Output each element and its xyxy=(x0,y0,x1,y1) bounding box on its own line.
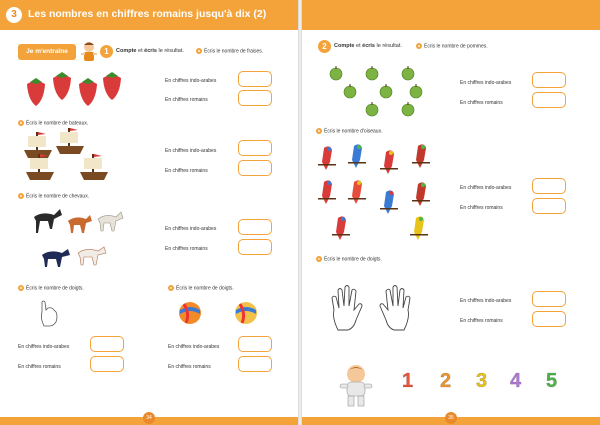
horses-illustration xyxy=(30,205,130,275)
strawberries-illustration xyxy=(22,70,126,108)
answer-box-fingers-indo[interactable] xyxy=(90,336,124,352)
parrot-icon xyxy=(380,190,398,214)
horse-icon xyxy=(98,212,123,231)
open-hand-icon xyxy=(332,286,362,331)
answer-box-boats-indo[interactable] xyxy=(238,140,272,156)
answer-box-hands-indo[interactable] xyxy=(532,291,566,307)
apples-illustration xyxy=(328,66,428,118)
page-number: 35 xyxy=(445,412,457,424)
horse-icon xyxy=(68,215,92,233)
apple-icon xyxy=(402,66,414,80)
answer-box-strawberries-roman[interactable] xyxy=(238,90,272,106)
label-roman: En chiffres romains xyxy=(165,97,208,103)
exercise-2-instruction: Compte et écris le résultat. xyxy=(334,43,402,49)
parrot-icon xyxy=(332,216,350,240)
open-hand-icon xyxy=(380,286,410,331)
parrots-illustration xyxy=(318,144,438,244)
answer-box-horses-indo[interactable] xyxy=(238,219,272,235)
colored-numbers-row xyxy=(402,370,562,394)
answer-box-hands-roman[interactable] xyxy=(532,311,566,327)
label-indo-arabic: En chiffres indo-arabes xyxy=(460,298,512,304)
strawberry-icon xyxy=(103,72,121,100)
strawberry-icon xyxy=(79,78,97,106)
apple-icon xyxy=(380,84,392,98)
answer-box-apples-indo[interactable] xyxy=(532,72,566,88)
right-page xyxy=(302,0,600,425)
label-roman: En chiffres romains xyxy=(165,246,208,252)
answer-box-parrots-indo[interactable] xyxy=(532,178,566,194)
label-indo-arabic: En chiffres indo-arabes xyxy=(460,185,512,191)
answer-box-strawberries-indo[interactable] xyxy=(238,71,272,87)
apple-icon xyxy=(344,84,356,98)
ball-icon xyxy=(179,302,201,324)
balls-illustration xyxy=(178,300,268,328)
label-roman: En chiffres romains xyxy=(460,318,503,324)
strawberries-prompt: a Écris le nombre de fraises. xyxy=(197,48,264,55)
strawberry-icon xyxy=(53,72,71,100)
apple-icon xyxy=(330,66,342,80)
answer-box-boats-roman[interactable] xyxy=(238,160,272,176)
title-bar xyxy=(0,0,298,30)
strawberry-icon xyxy=(27,78,45,106)
boy-illustration xyxy=(78,40,100,64)
horse-icon xyxy=(34,209,62,233)
label-indo-arabic: En chiffres indo-arabes xyxy=(18,344,70,350)
horse-icon xyxy=(42,249,70,267)
left-page xyxy=(0,0,298,425)
number-one: 1 xyxy=(402,370,414,392)
apple-icon xyxy=(402,102,414,116)
hands-prompt: c Écris le nombre de doigts. xyxy=(317,256,382,263)
practice-tag: Je m'entraîne xyxy=(18,44,76,60)
boats-prompt: b Écris le nombre de bateaux. xyxy=(19,120,89,127)
label-roman: En chiffres romains xyxy=(460,100,503,106)
parrot-icon xyxy=(348,180,366,204)
page-number: 34 xyxy=(143,412,155,424)
number-three: 3 xyxy=(476,370,488,392)
answer-box-apples-roman[interactable] xyxy=(532,92,566,108)
ball-icon xyxy=(235,302,257,324)
exercise-1-instruction: Compte et écris le résultat. xyxy=(116,48,184,54)
hand-illustration xyxy=(36,298,64,328)
parrot-icon xyxy=(380,150,398,174)
parrot-icon xyxy=(318,146,336,170)
apple-icon xyxy=(410,84,422,98)
label-indo-arabic: En chiffres indo-arabes xyxy=(165,226,217,232)
parrot-icon xyxy=(410,216,428,240)
label-indo-arabic: En chiffres indo-arabes xyxy=(165,148,217,154)
exercise-2-number: 2 xyxy=(318,40,331,53)
horses-prompt: c Écris le nombre de chevaux. xyxy=(19,193,90,200)
label-roman: En chiffres romains xyxy=(165,168,208,174)
boats-illustration xyxy=(22,128,112,183)
lesson-title: Les nombres en chiffres romains jusqu'à dix (2) xyxy=(28,8,267,20)
apple-icon xyxy=(366,102,378,116)
fingers-prompt: d Écris le nombre de doigts. xyxy=(19,285,84,292)
horse-icon xyxy=(78,247,106,265)
parrots-prompt: b Écris le nombre d'oiseaux. xyxy=(317,128,383,135)
answer-box-balls-indo[interactable] xyxy=(238,336,272,352)
label-indo-arabic: En chiffres indo-arabes xyxy=(168,344,220,350)
parrot-icon xyxy=(348,144,366,168)
label-roman: En chiffres romains xyxy=(460,205,503,211)
apples-prompt: a Écris le nombre de pommes. xyxy=(417,43,488,50)
label-roman: En chiffres romains xyxy=(168,364,211,370)
number-two: 2 xyxy=(440,370,452,392)
parrot-icon xyxy=(412,144,430,168)
lesson-number: 3 xyxy=(6,7,22,23)
answer-box-horses-roman[interactable] xyxy=(238,239,272,255)
exercise-1-number: 1 xyxy=(100,45,113,58)
parrot-icon xyxy=(412,182,430,206)
label-roman: En chiffres romains xyxy=(18,364,61,370)
ship-icon xyxy=(56,128,84,154)
answer-box-fingers-roman[interactable] xyxy=(90,356,124,372)
number-five: 5 xyxy=(546,370,558,392)
parrot-icon xyxy=(318,180,336,204)
answer-box-balls-roman[interactable] xyxy=(238,356,272,372)
label-indo-arabic: En chiffres indo-arabes xyxy=(460,80,512,86)
hands-illustration xyxy=(328,284,418,332)
answer-box-parrots-roman[interactable] xyxy=(532,198,566,214)
apple-icon xyxy=(366,66,378,80)
title-bar-continuation xyxy=(302,0,600,30)
label-indo-arabic: En chiffres indo-arabes xyxy=(165,78,217,84)
balls-prompt: e Écris le nombre de doigts. xyxy=(169,285,234,292)
ship-icon xyxy=(80,154,108,180)
astronaut-kid-illustration xyxy=(336,362,376,408)
number-four: 4 xyxy=(510,370,522,392)
